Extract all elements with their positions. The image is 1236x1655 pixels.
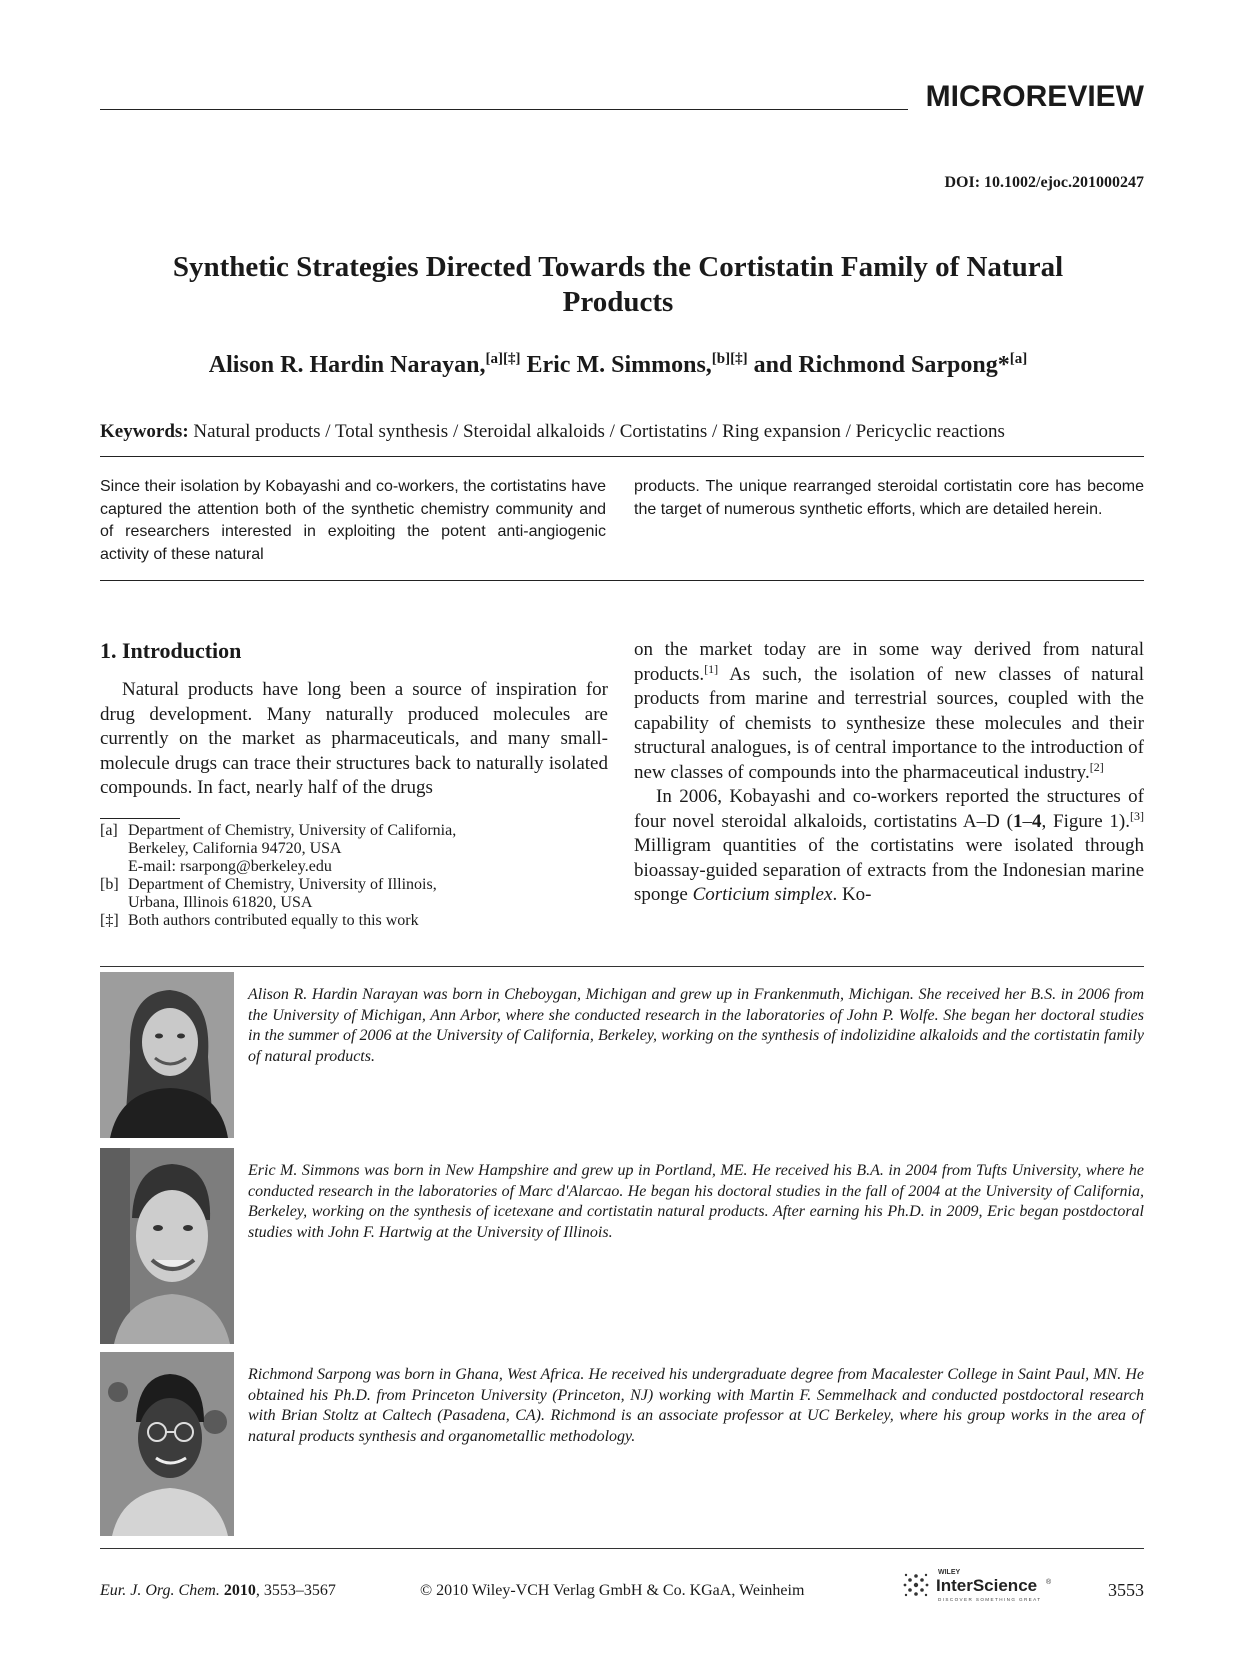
- text-run: In 2006, Kobayashi and co-workers reported the structures of four novel steroidal alkaloids, cortistatins A–D (: [634, 786, 1144, 832]
- affiliation-a: [100, 822, 456, 876]
- species-name: Corticium simplex: [692, 884, 833, 905]
- interscience-logo-icon: [900, 1565, 1060, 1605]
- affiliation-email[interactable]: E-mail: rsarpong@berkeley.edu: [128, 858, 332, 875]
- section-heading: 1. Introduction: [100, 638, 242, 663]
- abstract-left-column: Since their isolation by Kobayashi and co-workers, the cortistatins have captured the attention both of the synthetic chemistry community and of researchers interested in exploiting the potent anti-angiogenic activity of these natural: [100, 478, 606, 563]
- portrait-icon: [100, 1352, 234, 1536]
- logo-tagline: DISCOVER SOMETHING GREAT: [938, 1597, 1042, 1602]
- abstract-right-column: products. The unique rearranged steroidal cortistatin core has become the target of numerous synthetic efforts, which are detailed herein.: [634, 478, 1144, 518]
- journal-pages: , 3553–3567: [255, 1582, 336, 1599]
- text-run: on the market today are in some way derived from natural products.: [634, 639, 1144, 685]
- affiliation-line: Department of Chemistry, University of California,: [128, 822, 457, 839]
- affiliation-mark: [‡]: [100, 912, 119, 929]
- author-photo-sarpong: [100, 1352, 234, 1536]
- logo-wiley-text: WILEY: [938, 1569, 961, 1576]
- article-title: Synthetic Strategies Directed Towards the Cortistatin Family of Natural Products: [172, 251, 1064, 318]
- affiliation-b: [100, 876, 456, 912]
- affiliation-line: Berkeley, California 94720, USA: [128, 840, 342, 857]
- author-photo-simmons: [100, 1148, 234, 1344]
- page-number: 3553: [1108, 1580, 1144, 1600]
- header-rule: [100, 109, 908, 110]
- portrait-icon: [100, 1148, 234, 1344]
- copyright: © 2010 Wiley-VCH Verlag GmbH & Co. KGaA, Weinheim: [420, 1582, 805, 1599]
- keywords-label: Keywords:: [100, 421, 189, 442]
- affiliation-line: Both authors contributed equally to this work: [128, 912, 419, 929]
- intro-paragraph: Natural products have long been a source of inspiration for drug development. Many naturally produced molecules are currently on the market as pharmaceuticals, and many small-molecule drugs can trace their structures back to naturally isolated compounds. In fact, nearly half of the drugs: [100, 679, 608, 798]
- logo-main-text: InterScience: [936, 1576, 1038, 1595]
- text-run: , Figure 1).: [1041, 810, 1130, 832]
- text-run: . Ko-: [832, 884, 872, 905]
- text-run: Milligram quantities of the cortistatins were isolated through bioassay-guided separation of extracts from the Indonesian marine sponge: [634, 835, 1144, 905]
- logo-registered-mark: ®: [1046, 1579, 1052, 1586]
- bio-sarpong: Richmond Sarpong was born in Ghana, West Africa. He received his undergraduate degree from Macalester College in Saint Paul, MN. He obtained his Ph.D. from Princeton University (Princeton, NJ) working with Martin F. Semmelhack and conducted postdoctoral research with Brian Stoltz at Caltech (Pasadena, CA). Richmond is an associate professor at UC Berkeley, where his group works in the area of natural products synthesis and organometallic methodology.: [248, 1366, 1144, 1445]
- footer-rule: [100, 1548, 1144, 1549]
- body-right-column: [634, 638, 1144, 908]
- author-affiliation-mark: [b][‡]: [711, 351, 748, 367]
- affiliation-line: Urbana, Illinois 61820, USA: [128, 894, 313, 911]
- affiliation-mark: [a]: [100, 822, 118, 839]
- bios-rule: [100, 966, 1144, 967]
- compound-number: 1: [1012, 810, 1023, 832]
- author-name: Eric M. Simmons,: [520, 352, 712, 378]
- citation-1[interactable]: [1]: [704, 661, 719, 676]
- affiliation-mark: [b]: [100, 876, 119, 893]
- abstract-rule: [100, 580, 1144, 581]
- text-run: As such, the isolation of new classes of natural products from marine and terrestrial sources, coupled with the capability of chemists to synthesize these molecules and their structural analogues, is of central importance to the introduction of new classes of compounds into the pharmaceutical industry.: [634, 663, 1144, 783]
- intro-paragraph: [634, 785, 1144, 908]
- text-run: –: [1022, 810, 1032, 832]
- author-name: and Richmond Sarpong*: [747, 352, 1010, 378]
- publisher-logo[interactable]: [900, 1565, 1060, 1605]
- author-list: [100, 352, 1136, 379]
- bio-simmons: Eric M. Simmons was born in New Hampshire and grew up in Portland, ME. He received his B.A. in 2004 from Tufts University, where he conducted research in the laboratories of Marc d'Alarcao. He began his doctoral studies in the fall of 2004 at the University of California, Berkeley, working on the synthesis of icetexane and cortistatin natural products. After earning his Ph.D. in 2009, Eric began postdoctoral studies with John F. Hartwig at the University of Illinois.: [248, 1162, 1144, 1241]
- citation-2[interactable]: [2]: [1089, 759, 1104, 774]
- portrait-icon: [100, 972, 234, 1138]
- journal-reference: [100, 1582, 336, 1600]
- footnote-rule: [100, 818, 180, 819]
- affiliations: [100, 822, 456, 930]
- author-photo-narayan: [100, 972, 234, 1138]
- intro-paragraph-continued: [634, 638, 1144, 785]
- citation-3[interactable]: [3]: [1130, 808, 1144, 823]
- compound-number: 4: [1031, 810, 1042, 832]
- affiliation-line: Department of Chemistry, University of Illinois,: [128, 876, 437, 893]
- author-affiliation-mark: [a][‡]: [485, 351, 521, 367]
- affiliation-note: [100, 912, 456, 930]
- author-name: Alison R. Hardin Narayan,: [208, 352, 486, 378]
- doi: DOI: 10.1002/ejoc.201000247: [944, 174, 1144, 191]
- author-affiliation-mark: [a]: [1009, 351, 1028, 367]
- body-left-column: [100, 678, 608, 801]
- bio-narayan: Alison R. Hardin Narayan was born in Cheboygan, Michigan and grew up in Frankenmuth, Michigan. She received her B.S. in 2006 from the University of Michigan, Ann Arbor, where she conducted research in the laboratories of John P. Wolfe. She began her doctoral studies in the summer of 2006 at the University of California, Berkeley, working on the synthesis of indolizidine alkaloids and the cortistatin family of natural products.: [248, 986, 1144, 1065]
- keywords-list: Natural products / Total synthesis / Steroidal alkaloids / Cortistatins / Ring expansion / Pericyclic reactions: [193, 421, 1005, 442]
- journal-name: Eur. J. Org. Chem.: [100, 1582, 220, 1599]
- keywords-rule: [100, 456, 1144, 457]
- section-label: MICROREVIEW: [925, 80, 1144, 113]
- keywords: [100, 421, 1144, 443]
- journal-year: 2010: [223, 1582, 256, 1599]
